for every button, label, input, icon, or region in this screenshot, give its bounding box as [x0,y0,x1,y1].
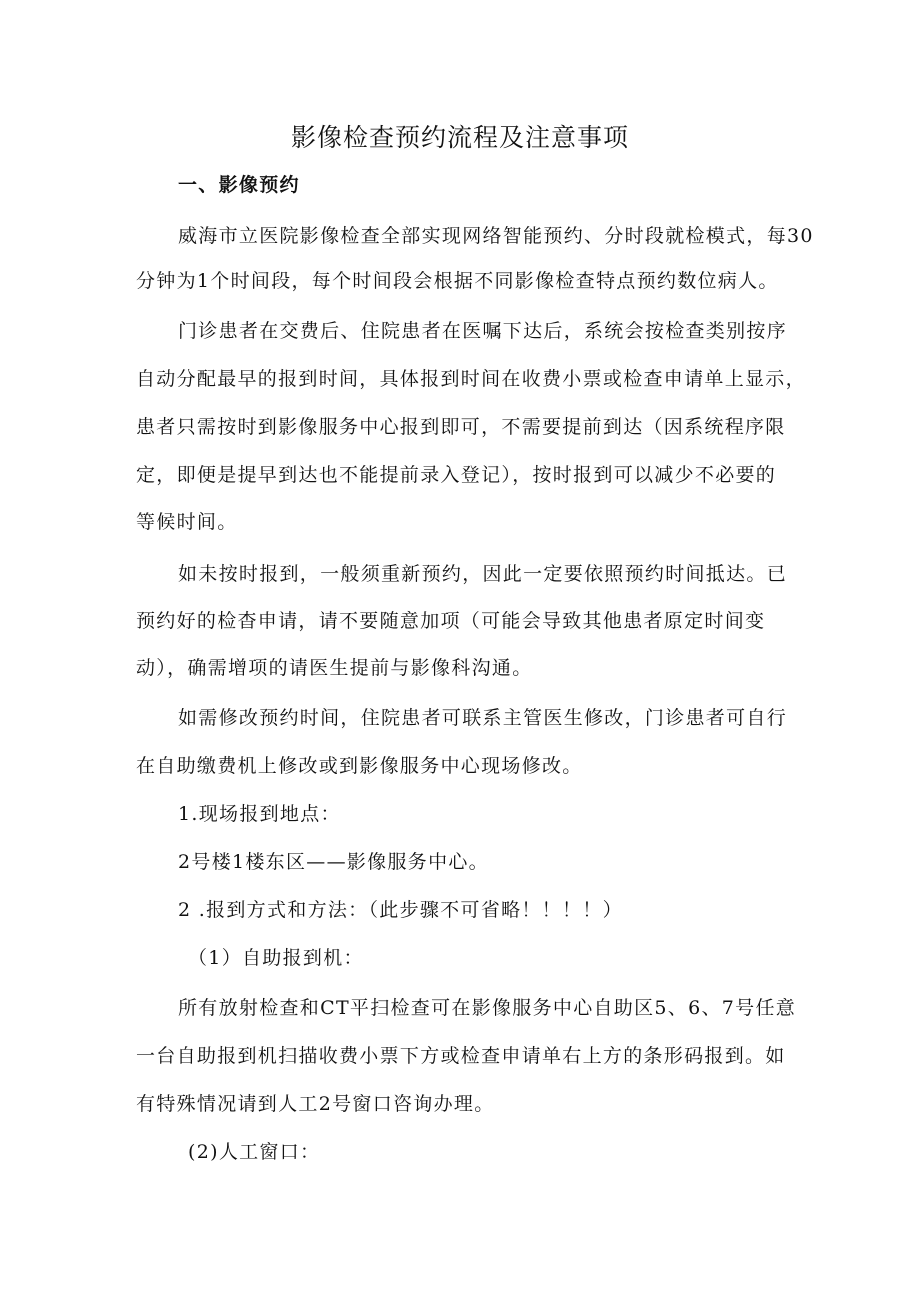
item-1-value: 2号楼1楼东区——影像服务中心。 [178,851,489,873]
item-2-label: 2 .报到方式和方法：（此步骤不可省略！！！！） [178,899,623,921]
sub-item-1-label: （1）自助报到机： [188,947,364,969]
paragraph-line: 患者只需按时到影像服务中心报到即可，不需要提前到达（因系统程序限 [136,416,786,438]
paragraph-line: 一台自助报到机扫描收费小票下方或检查申请单右上方的条形码报到。如 [136,1045,786,1067]
paragraph-line: 定，即便是提早到达也不能提前录入登记），按时报到可以减少不必要的 [136,464,777,486]
paragraph-line: 预约好的检杳申请，请不要随意加项（可能会导致其他患者原定时间变 [136,610,766,632]
sub-item-2-label: (2)人工窗口： [188,1141,321,1163]
section-heading-appointment: 一、影像预约 [178,174,300,196]
paragraph-line: 分钟为1个时间段，每个时间段会根据不同影像检查特点预约数位病人。 [136,270,779,292]
paragraph-line: 在自助缴费机上修改或到影像服务中心现场修改。 [136,755,583,777]
paragraph-line: 如需修改预约时间，住院患者可联系主管医生修改，门诊患者可自行 [178,707,788,729]
paragraph-line: 如未按时报到，一般须重新预约，因此一定要依照预约时间抵达。已 [178,563,788,585]
document-title: 影像检查预约流程及注意事项 [290,123,629,152]
paragraph-line: 动），确需增项的请医生提前与影像科沟通。 [136,657,533,679]
paragraph-line: 威海市立医院影像检查全部实现网络智能预约、分时段就检模式，每30 [178,225,814,247]
item-1-label: 1.现场报到地点： [178,803,341,825]
paragraph-line: 等候时间。 [136,511,238,533]
paragraph-line: 所有放射检查和CT平扫检查可在影像服务中心自助区5、6、7号任意 [178,997,797,1019]
paragraph-line: 有特殊情况请到人工2号窗口咨询办理。 [136,1093,495,1115]
paragraph-line: 门诊患者在交费后、住院患者在医嘱下达后，系统会按检查类别按序 [178,320,788,342]
paragraph-line: 自动分配最早的报到时间，具体报到时间在收费小票或检查申请单上显示， [136,368,806,390]
